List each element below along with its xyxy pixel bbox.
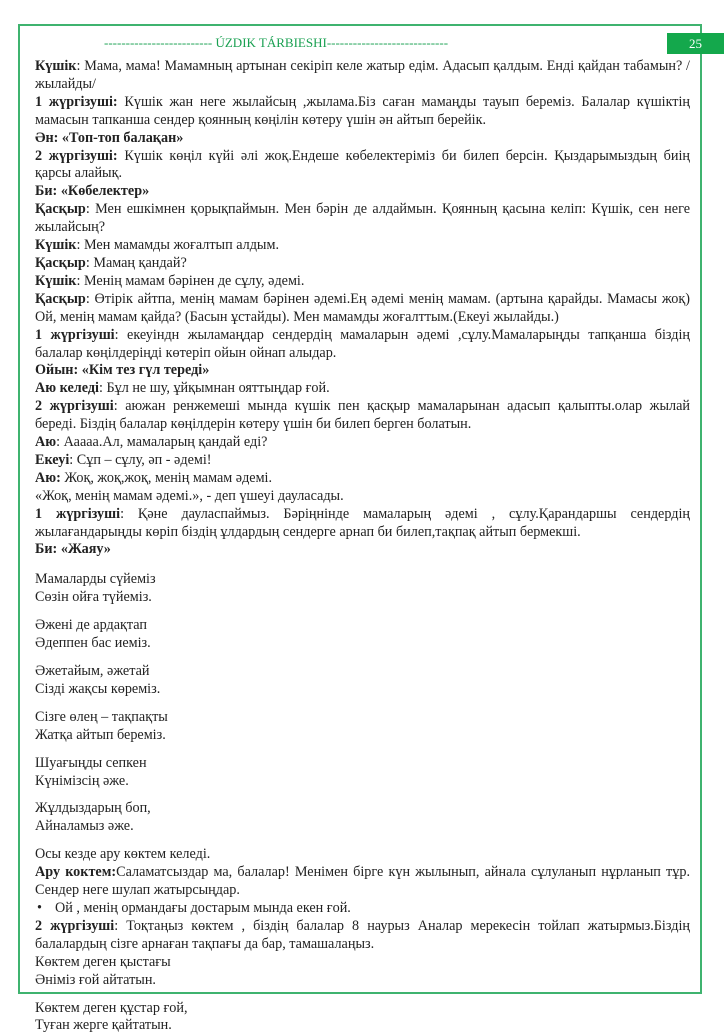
dialogue-line — [35, 470, 690, 488]
speech-text: аюжан ренжемеші мында күшік пен қасқыр мамаларынан адасып қалыпты.олар жылай береді. Біздің балалар көңілдерін көтеру үшін би билеп берген болатын. — [35, 398, 690, 432]
dialogue-line — [35, 434, 690, 452]
speech-text: Мама, мама! Мамамның артынан секіріп келе жатыр едім. Адасып қалдым. Енді қайдан табамын? /жылайды/ — [35, 58, 690, 92]
poem-line: Туған жерге қайтатын. — [35, 1017, 690, 1035]
poem-line: Сөзін ойға түйеміз. — [35, 589, 690, 607]
page-header — [0, 35, 724, 53]
speaker-label: 2 жүргізуші — [35, 398, 114, 414]
dialogue-line — [35, 506, 690, 542]
poem-stanza — [35, 1000, 690, 1035]
poem-zhayau — [35, 571, 690, 836]
separator: : — [86, 291, 95, 307]
separator: : — [76, 237, 84, 253]
speech-text: екеуіндн жыламаңдар сендердің мамаларын әдемі ,сұлу.Мамаларыңды тапқанша біздің балалар көңілдеріңді көтеріп ойын ойнап алыдар. — [35, 327, 690, 361]
poem-koktem — [35, 954, 690, 1035]
journal-title: ------------------------- ÚZDIK TÁRBIESHI---------------------------- — [104, 35, 448, 51]
speech-text: Мен мамамды жоғалтып алдым. — [84, 237, 279, 253]
separator: : — [99, 380, 107, 396]
speech-text: Бұл не шу, ұйқымнан ояттыңдар ғой. — [106, 380, 329, 396]
speaker-label: Күшік — [35, 237, 76, 253]
poem-stanza — [35, 755, 690, 791]
separator: : — [86, 255, 94, 271]
speaker-label: Қасқыр — [35, 255, 86, 271]
poem-line: Мамаларды сүйеміз — [35, 571, 690, 589]
separator: : — [120, 506, 138, 522]
dialogue-line — [35, 380, 690, 398]
speaker-label: Екеуі — [35, 452, 69, 468]
dialogue-line — [35, 237, 690, 255]
bullet-item — [35, 900, 690, 918]
dialogue-line — [35, 94, 690, 130]
speech-text: Мен ешкімнен қорықпаймын. Мен бәрін де алдаймын. Қоянның қасына келіп: Күшік, сен неге жылайсың? — [35, 201, 690, 235]
poem-line: Шуағыңды сепкен — [35, 755, 690, 773]
poem-line: Әжетайым, әжетай — [35, 663, 690, 681]
separator: : — [86, 201, 95, 217]
poem-line: Көктем деген қыстағы — [35, 954, 690, 972]
speech-text: «Жоқ, менің мамам әдемі.», - деп үшеуі дауласады. — [35, 488, 344, 504]
dialogue-line — [35, 58, 690, 94]
poem-stanza — [35, 571, 690, 607]
stage-direction: Осы кезде ару көктем келеді. — [35, 846, 690, 864]
speech-text: Сұп – сұлу, әп - әдемі! — [77, 452, 212, 468]
poem-line: Әніміз ғой айтатын. — [35, 972, 690, 990]
speaker-label: 1 жүргізуші — [35, 506, 120, 522]
speech-text: Менің мамам бәрінен де сұлу, әдемі. — [84, 273, 304, 289]
dialogue-line — [35, 201, 690, 237]
speaker-label: 1 жүргізуші — [35, 327, 115, 343]
dialogue-line — [35, 183, 690, 201]
speaker-label: Күшік — [35, 58, 76, 74]
document-body — [35, 58, 690, 1035]
dialogue-line — [35, 291, 690, 327]
after-poem-section — [35, 846, 690, 953]
poem-line: Әжені де ардақтап — [35, 617, 690, 635]
poem-line: Сізді жақсы көреміз. — [35, 681, 690, 699]
dialogue-line — [35, 362, 690, 380]
poem-stanza — [35, 709, 690, 745]
bullet-text: Ой , менің ормандағы достарым мында екен ғой. — [55, 900, 351, 916]
separator: : — [56, 434, 64, 450]
dialogue-line — [35, 255, 690, 273]
speaker-label: Аю — [35, 434, 56, 450]
speaker-label: Би: «Жаяу» — [35, 541, 111, 557]
dialogue-line — [35, 130, 690, 148]
speech-text: Тоқтаңыз көктем , біздің балалар 8 наурыз Аналар мерекесін тойлап жатырмыз.Біздің балалардың сізге арнаған тақпағы да бар, тамашалаңыз. — [35, 918, 690, 952]
speech-text: Саламатсыздар ма, балалар! Менімен бірге күн жылынып, айнала сұлуланып нұрланып тұр. Сендер неге шулап жатырсыңдар. — [35, 864, 690, 898]
separator: : — [115, 327, 127, 343]
speech-text: Мамаң қандай? — [93, 255, 186, 271]
poem-stanza — [35, 800, 690, 836]
speaker-label: Ойын: «Кім тез гүл тереді» — [35, 362, 209, 378]
dialogue-line — [35, 452, 690, 470]
poem-line: Жұлдыздарың боп, — [35, 800, 690, 818]
poem-line: Сізге өлең – тақпақты — [35, 709, 690, 727]
speaker-label: Күшік — [35, 273, 76, 289]
dialogue-line — [35, 327, 690, 363]
poem-stanza — [35, 617, 690, 653]
speech-text: Қәне дауласпаймыз. Бәріңнінде мамаларың әдемі , сұлу.Қарандаршы сендердің жылағандарыңды көріп біздің ұлдардың сендерге арнап би билеп,тақпақ айтып бермекші. — [35, 506, 690, 540]
separator: : — [114, 918, 126, 934]
speech-text: Ааааа.Ал, мамаларың қандай еді? — [64, 434, 268, 450]
dialogue-line — [35, 864, 690, 900]
speech-text: Күшік көңіл күйі әлі жоқ.Ендеше көбелектеріміз би билеп берсін. Қыздарымыздың биің қарсы алайық. — [35, 148, 690, 182]
speech-text: Күшік жан неге жылайсың ,жылама.Біз саған мамаңды тауып береміз. Балалар күшіктің мамасын тапканша сендер қоянның көңілін көтеру үшін ән айтып берейік. — [35, 94, 690, 128]
speaker-label: Қасқыр — [35, 201, 86, 217]
poem-line: Әдеппен бас иеміз. — [35, 635, 690, 653]
dialogue-line — [35, 918, 690, 954]
speaker-label: Ару коктем: — [35, 864, 116, 880]
speaker-label: Аю: — [35, 470, 61, 486]
separator: : — [76, 58, 84, 74]
speech-text: Өтірік айтпа, менің мамам бәрінен әдемі.Ең әдемі менің мамам. (артына қарайды. Мамасы жоқ) Ой, менің мамам қайда? (Басын ұстайды). Мен мамамды жоғалттым.(Екеуі жылайды.) — [35, 291, 690, 325]
dialogue-line — [35, 541, 690, 559]
separator: : — [114, 398, 126, 414]
poem-stanza — [35, 954, 690, 990]
speech-text: Жоқ, жоқ,жоқ, менің мамам әдемі. — [64, 470, 272, 486]
dialogue-line — [35, 273, 690, 291]
dialogue-line — [35, 148, 690, 184]
poem-line: Жатқа айтып береміз. — [35, 727, 690, 745]
page-number-badge: 25 — [667, 33, 724, 54]
speaker-label: Ән: «Топ-топ балақан» — [35, 130, 183, 146]
poem-line: Айналамыз әже. — [35, 818, 690, 836]
dialogue-blocks — [35, 58, 690, 559]
speaker-label: Қасқыр — [35, 291, 86, 307]
speaker-label: Би: «Көбелектер» — [35, 183, 149, 199]
bullet-icon: • — [37, 900, 55, 918]
speaker-label: 1 жүргізуші: — [35, 94, 118, 110]
dialogue-line — [35, 398, 690, 434]
speaker-label: 2 жүргізуші — [35, 918, 114, 934]
poem-line: Көктем деген құстар ғой, — [35, 1000, 690, 1018]
separator: : — [76, 273, 84, 289]
dialogue-line — [35, 488, 690, 506]
separator: : — [69, 452, 77, 468]
poem-stanza — [35, 663, 690, 699]
speaker-label: Аю келеді — [35, 380, 99, 396]
poem-line: Күнімізсің әже. — [35, 773, 690, 791]
speaker-label: 2 жүргізуші: — [35, 148, 118, 164]
